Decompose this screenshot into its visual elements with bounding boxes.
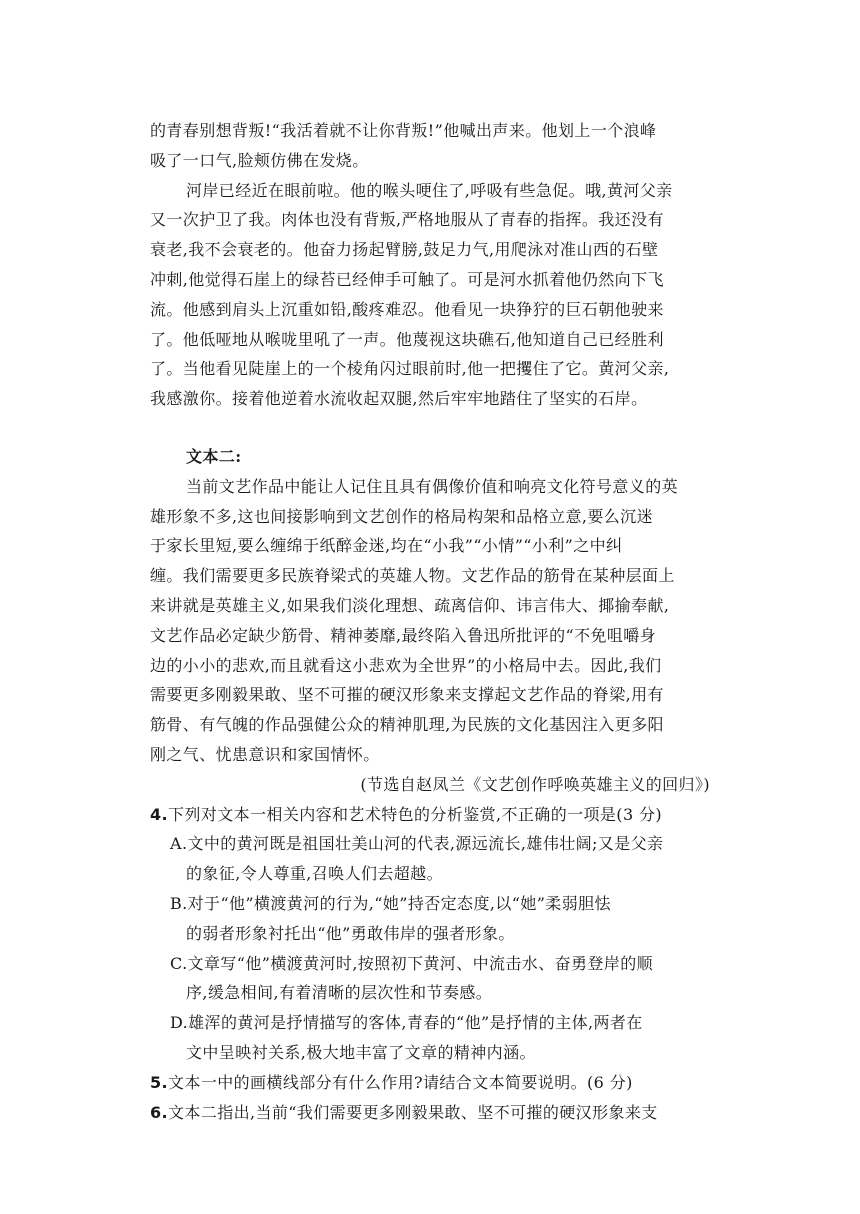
- option-b: B.对于“他”横渡黄河的行为,“她”持否定态度,以“她”柔弱胆怯: [170, 893, 611, 913]
- text-line: 文艺作品必定缺少筋骨、精神萎靡,最终陷入鲁迅所批评的“不免咀嚼身: [150, 625, 657, 645]
- question-5: [150, 1068, 720, 1098]
- text-line: 冲刺,他觉得石崖上的绿苔已经伸手可触了。可是河水抓着他仍然向下飞: [150, 269, 664, 289]
- text-line: 当前文艺作品中能让人记住且具有偶像价值和响亮文化符号意义的英: [186, 476, 679, 496]
- source-citation: (节选自赵凤兰《文艺创作呼唤英雄主义的回归》): [360, 774, 710, 794]
- option-c: C.文章写“他”横渡黄河时,按照初下黄河、中流击水、奋勇登岸的顺: [170, 953, 654, 973]
- text-line: 我感激你。接着他逆着水流收起双腿,然后牢牢地踏住了坚实的石岸。: [150, 389, 648, 409]
- text-line: 衰老,我不会衰老的。他奋力扬起臂膀,鼓足力气,用爬泳对准山西的石壁: [150, 240, 659, 260]
- text-line: 来讲就是英雄主义,如果我们淡化理想、疏离信仰、讳言伟大、揶揄奉献,: [150, 595, 670, 615]
- text-line: 缠。我们需要更多民族脊梁式的英雄人物。文艺作品的筋骨在某种层面上: [150, 566, 675, 586]
- question-text: 下列对文本一相关内容和艺术特色的分析鉴赏,不正确的一项是(3 分): [168, 804, 663, 824]
- option-d: D.雄浑的黄河是抒情描写的客体,青春的“他”是抒情的主体,两者在: [170, 1013, 643, 1033]
- question-6: [150, 1098, 720, 1128]
- text-line: 吸了一口气,脸颊仿佛在发烧。: [150, 150, 369, 170]
- question-stem: [150, 800, 720, 830]
- option-d-cont: 文中呈映衬关系,极大地丰富了文章的精神内涵。: [186, 1042, 536, 1062]
- text-line: 雄形象不多,这也间接影响到文艺创作的格局构架和品格立意,要么沉迷: [150, 506, 653, 526]
- exam-page: [150, 116, 720, 1127]
- text-line: 于家长里短,要么缠绵于纸醉金迷,均在“小我”“小情”“小利”之中纠: [150, 536, 623, 556]
- option-b-cont: 的弱者形象衬托出“他”勇敢伟岸的强者形象。: [186, 923, 515, 943]
- question-text: 文本一中的画横线部分有什么作用?请结合文本简要说明。(6 分): [168, 1072, 633, 1092]
- text-line: 了。当他看见陡崖上的一个棱角闪过眼前时,他一把攫住了它。黄河父亲,: [150, 359, 670, 379]
- text-one-paragraph-2: [150, 176, 720, 414]
- text-line: 又一次护卫了我。肉体也没有背叛,严格地服从了青春的指挥。我还没有: [150, 210, 664, 230]
- text-line: 的青春别想背叛!“我活着就不让你背叛!”他喊出声来。他划上一个浪峰: [150, 121, 657, 140]
- text-line: 边的小小的悲欢,而且就看这小悲欢为全世界”的小格局中去。因此,我们: [150, 655, 662, 675]
- option-c-cont: 序,缓急相间,有着清晰的层次性和节奏感。: [186, 983, 493, 1003]
- text-line: 筋骨、有气魄的作品强健公众的精神肌理,为民族的文化基因注入更多阳: [150, 715, 664, 735]
- text-line: 流。他感到肩头上沉重如铅,酸疼难忍。他看见一块狰狞的巨石朝他驶来: [150, 299, 664, 319]
- text-line: 刚之气、忧患意识和家国情怀。: [150, 744, 380, 764]
- question-number: 5.: [150, 1072, 169, 1092]
- question-number: 6.: [150, 1102, 169, 1122]
- text-two-section: [150, 442, 720, 800]
- spacer: [150, 414, 720, 442]
- text-line: 了。他低哑地从喉咙里吼了一声。他蔑视这块礁石,他知道自己已经胜利: [150, 329, 664, 349]
- question-number: 4.: [150, 804, 169, 824]
- text-one-paragraph-1: [150, 116, 720, 176]
- option-a: A.文中的黄河既是祖国壮美山河的代表,源远流长,雄伟壮阔;又是父亲: [170, 834, 664, 854]
- text-line: 河岸已经近在眼前啦。他的喉头哽住了,呼吸有些急促。哦,黄河父亲: [186, 180, 673, 200]
- option-a-cont: 的象征,令人尊重,召唤人们去超越。: [186, 864, 443, 884]
- text-line: 需要更多刚毅果敢、坚不可摧的硬汉形象来支撑起文艺作品的脊梁,用有: [150, 685, 664, 705]
- question-text: 文本二指出,当前“我们需要更多刚毅果敢、坚不可摧的硬汉形象来支: [168, 1102, 658, 1122]
- text-two-heading: 文本二:: [186, 446, 242, 466]
- question-4: [150, 800, 720, 1068]
